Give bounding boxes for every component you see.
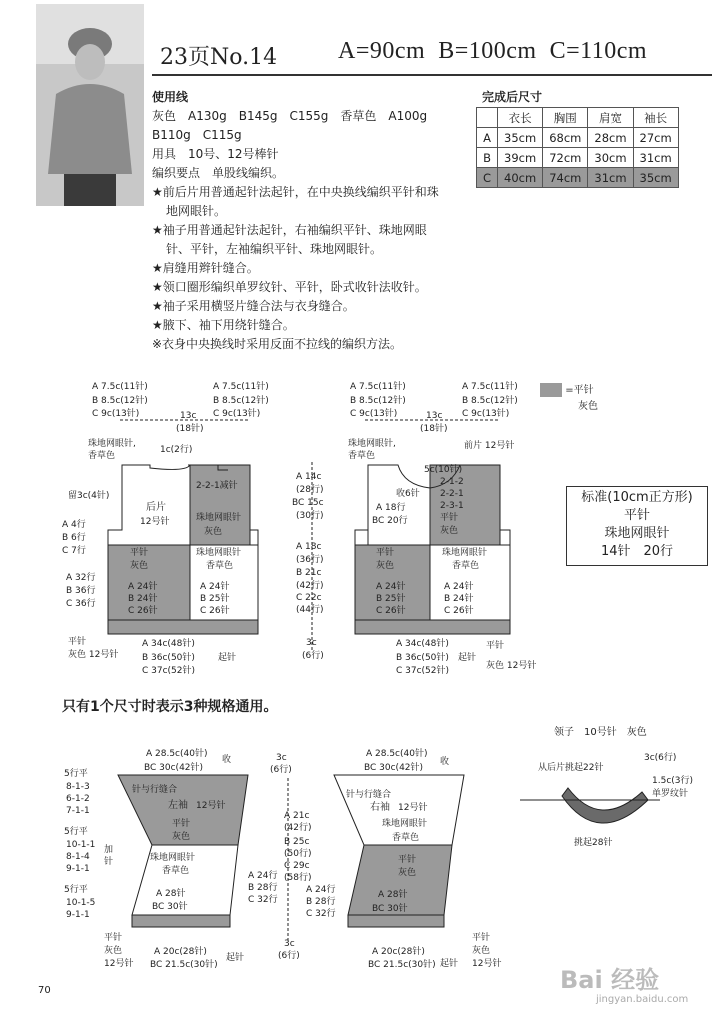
gauge-line: 珠地网眼针 bbox=[604, 526, 670, 541]
table-cell: 35cm bbox=[498, 128, 543, 148]
dim-label: 3c(6行) bbox=[644, 753, 677, 763]
dim-label: 珠地网眼针 bbox=[150, 853, 196, 863]
dim-label: A 21c bbox=[284, 811, 310, 821]
dim-label: 从后片挑起22针 bbox=[538, 763, 604, 773]
key-point: ★腋下、袖下用绕针缝合。 bbox=[152, 318, 295, 332]
piece-title: 左袖 bbox=[168, 800, 188, 811]
dim-label: 灰色 12号针 bbox=[68, 650, 119, 660]
dim-label: A 18c bbox=[296, 542, 322, 552]
dim-label: A 28针 bbox=[378, 890, 408, 900]
dim-label: C 9c(13针) bbox=[213, 409, 261, 419]
dim-label: C 9c(13针) bbox=[92, 409, 140, 419]
needles-line: 用具 10号、12号棒针 bbox=[152, 147, 279, 161]
dim-label: A 28.5c(40针) bbox=[146, 749, 208, 759]
dim-label: A 24行 bbox=[248, 871, 278, 881]
dim-label: B 8.5c(12针) bbox=[350, 396, 406, 406]
dim-label: 珠地网眼针, bbox=[348, 439, 396, 449]
size-b: B=100cm bbox=[438, 38, 537, 64]
note-heading: 只有1个尺寸时表示3种规格通用。 bbox=[62, 699, 278, 715]
front-hem bbox=[355, 620, 510, 634]
dim-label: 平针 bbox=[68, 637, 87, 647]
dim-label: B 25针 bbox=[376, 594, 406, 604]
dim-label: BC 30针 bbox=[152, 902, 188, 912]
dim-label: C 29c bbox=[284, 861, 310, 871]
dim-label: A 24针 bbox=[444, 582, 474, 592]
dim-label: C 9c(13针) bbox=[350, 409, 398, 419]
dim-label: 灰色 12号针 bbox=[486, 661, 537, 671]
dim-label: A 7.5c(11针) bbox=[92, 382, 148, 392]
dim-label: A 7.5c(11针) bbox=[462, 382, 518, 392]
dim-label: 灰色 bbox=[472, 946, 491, 956]
dim-label: 珠地网眼针, bbox=[88, 439, 136, 449]
dim-label: 3c bbox=[284, 939, 295, 949]
dim-label: 香草色 bbox=[206, 561, 234, 571]
dim-label: 香草色 bbox=[452, 561, 480, 571]
dim-label: 香草色 bbox=[392, 833, 420, 843]
dim-label: 8-1-4 bbox=[66, 852, 90, 862]
dim-label: 9-1-1 bbox=[66, 910, 90, 920]
dim-label: A 4行 bbox=[62, 520, 86, 530]
key-point: ★肩缝用辫针缝合。 bbox=[152, 261, 259, 275]
dim-label: B 25针 bbox=[200, 594, 230, 604]
dim-label: C 26针 bbox=[128, 606, 158, 616]
dim-label: 13c bbox=[180, 411, 197, 421]
dim-label: 10-1-5 bbox=[66, 898, 96, 908]
dim-label: 13c bbox=[426, 411, 443, 421]
dim-label: A 32行 bbox=[66, 573, 96, 583]
dim-label: 8-1-3 bbox=[66, 782, 90, 792]
left-sleeve bbox=[64, 747, 278, 970]
dim-label: (6行) bbox=[278, 951, 300, 961]
table-cell: 31cm bbox=[633, 148, 678, 168]
dim-label: B 8.5c(12针) bbox=[462, 396, 518, 406]
gauge-line: 标准(10cm正方形) bbox=[581, 490, 693, 505]
dim-label: C 9c(13针) bbox=[462, 409, 510, 419]
dim-label: 珠地网眼针 bbox=[442, 548, 488, 558]
dim-label: C 26针 bbox=[444, 606, 474, 616]
dim-label: 起针 bbox=[440, 959, 459, 969]
dim-label: 2-2-1减针 bbox=[196, 481, 238, 491]
key-point: ★领口圈形编织单罗纹针、平针，卧式收针法收针。 bbox=[152, 280, 427, 294]
dim-label: 12号针 bbox=[472, 959, 502, 969]
watermark: Bai 经验 bbox=[560, 966, 660, 994]
page-reference: 23页No.14 bbox=[160, 45, 278, 70]
dim-label: 3c bbox=[276, 753, 287, 763]
dim-label: B 25c bbox=[284, 837, 310, 847]
dim-label: 加 bbox=[104, 845, 114, 855]
dim-label: 香草色 bbox=[88, 451, 116, 461]
dim-label: C 32行 bbox=[306, 909, 336, 919]
collar bbox=[520, 725, 693, 848]
dim-label: B 36c(50针) bbox=[396, 653, 449, 663]
dim-label: 1c(2行) bbox=[160, 445, 193, 455]
table-cell: C bbox=[477, 168, 498, 188]
table-cell: 27cm bbox=[633, 128, 678, 148]
table-cell: 74cm bbox=[543, 168, 588, 188]
dim-label: B 21c bbox=[296, 568, 322, 578]
dim-label: 10-1-1 bbox=[66, 840, 96, 850]
dim-label: B 28行 bbox=[248, 883, 278, 893]
dim-label: BC 30c(42针) bbox=[144, 763, 204, 773]
dim-label: (6行) bbox=[270, 765, 292, 775]
dim-label: C 37c(52针) bbox=[396, 666, 450, 676]
dim-label: B 28行 bbox=[306, 897, 336, 907]
dim-label: (36行) bbox=[296, 555, 324, 565]
dim-label: 12号针 bbox=[104, 959, 134, 969]
dim-label: (18针) bbox=[420, 424, 448, 434]
dim-label: 灰色 bbox=[440, 526, 459, 536]
dim-label: B 24针 bbox=[128, 594, 158, 604]
dim-label: 起针 bbox=[458, 653, 477, 663]
key-point: ★袖子采用横竖片缝合法与衣身缝合。 bbox=[152, 299, 355, 313]
dim-label: 平针 bbox=[398, 855, 417, 865]
back-hem bbox=[108, 620, 258, 634]
dim-label: 针与行缝合 bbox=[132, 785, 178, 795]
dim-label: 平针 bbox=[472, 933, 491, 943]
size-a: A=90cm bbox=[338, 38, 426, 64]
dim-label: BC 30针 bbox=[372, 904, 408, 914]
sleeve-length-dims bbox=[270, 753, 311, 961]
dim-label: (28行) bbox=[296, 485, 324, 495]
header-cell: 袖长 bbox=[633, 108, 678, 128]
dim-label: 香草色 bbox=[348, 451, 376, 461]
dim-label: 平针 bbox=[440, 513, 459, 523]
dim-label: 平针 bbox=[104, 933, 123, 943]
table-cell: A bbox=[477, 128, 498, 148]
watermark-url: jingyan.baidu.com bbox=[596, 994, 689, 1005]
dim-label: C 7行 bbox=[62, 546, 86, 556]
dim-label: 香草色 bbox=[162, 866, 190, 876]
collar-title: 领子 10号针 灰色 bbox=[554, 727, 647, 738]
dim-label: (42行) bbox=[296, 581, 324, 591]
swatch-label: =平针 bbox=[565, 385, 594, 396]
dim-label: 灰色 bbox=[204, 527, 223, 537]
dim-label: 5行平 bbox=[64, 827, 88, 837]
dim-label: C 37c(52针) bbox=[142, 666, 196, 676]
dim-label: (58行) bbox=[284, 873, 312, 883]
dim-label: 收 bbox=[222, 755, 232, 765]
dim-label: 珠地网眼针 bbox=[382, 819, 428, 829]
gauge-line: 平针 bbox=[623, 508, 650, 523]
key-point: 针、平针，左袖编织平针、珠地网眼针。 bbox=[166, 242, 383, 256]
back-piece bbox=[62, 380, 269, 676]
dim-label: B 8.5c(12针) bbox=[213, 396, 269, 406]
dim-label: (50行) bbox=[284, 849, 312, 859]
dim-label: 针 bbox=[104, 857, 114, 867]
key-point: ★前后片用普通起针法起针，在中央换线编织平针和珠 bbox=[152, 185, 439, 199]
dim-label: 12号针 bbox=[398, 803, 428, 813]
dim-label: 7-1-1 bbox=[66, 806, 90, 816]
dim-label: A 20c(28针) bbox=[372, 947, 425, 957]
page-number: 70 bbox=[38, 985, 51, 996]
dim-label: A 24针 bbox=[376, 582, 406, 592]
dim-label: 5c(10针) bbox=[424, 465, 463, 475]
piece-title: 后片 bbox=[146, 502, 166, 513]
dim-label: 1.5c(3行) bbox=[652, 776, 694, 786]
dim-label: 灰色 bbox=[130, 561, 149, 571]
dim-label: 留3c(4针) bbox=[68, 491, 110, 501]
table-cell: 72cm bbox=[543, 148, 588, 168]
dim-label: 单罗纹针 bbox=[652, 789, 689, 799]
dim-label: (18针) bbox=[176, 424, 204, 434]
dim-label: A 18行 bbox=[376, 503, 406, 513]
dim-label: 平针 bbox=[376, 548, 395, 558]
key-point: ★袖子用普通起针法起针，右袖编织平针、珠地网眼 bbox=[152, 223, 427, 237]
dim-label: 12号针 bbox=[196, 801, 226, 811]
table-cell: B bbox=[477, 148, 498, 168]
dim-label: 6-1-2 bbox=[66, 794, 90, 804]
size-c: C=110cm bbox=[549, 38, 648, 64]
dim-label: B 6行 bbox=[62, 533, 86, 543]
front-piece bbox=[348, 380, 536, 676]
dim-label: A 34c(48针) bbox=[142, 639, 195, 649]
dim-label: BC 21.5c(30针) bbox=[150, 960, 218, 970]
header-cell: 肩宽 bbox=[588, 108, 633, 128]
dim-label: 珠地网眼针 bbox=[196, 513, 242, 523]
dim-label: (44行) bbox=[296, 605, 324, 615]
right-sleeve bbox=[306, 747, 501, 970]
dim-label: A 7.5c(11针) bbox=[350, 382, 406, 392]
dim-label: B 36行 bbox=[66, 586, 96, 596]
body-length-dims bbox=[292, 462, 324, 661]
table-cell: 35cm bbox=[633, 168, 678, 188]
size-table-title: 完成后尺寸 bbox=[482, 90, 543, 104]
piece-title: 右袖 bbox=[370, 802, 390, 813]
dim-label: 5行平 bbox=[64, 885, 88, 895]
gauge-line: 14针 20行 bbox=[600, 544, 674, 559]
dim-label: 起针 bbox=[218, 653, 237, 663]
dim-label: A 7.5c(11针) bbox=[213, 382, 269, 392]
dim-label: C 26针 bbox=[376, 606, 406, 616]
dim-label: 2-1-2 bbox=[440, 477, 464, 487]
dim-label: A 14c bbox=[296, 472, 322, 482]
dim-label: 平针 bbox=[172, 819, 191, 829]
key-point: 地网眼针。 bbox=[166, 204, 227, 218]
dim-label: 2-2-1 bbox=[440, 489, 464, 499]
yarn-title: 使用线 bbox=[152, 90, 189, 104]
swatch-sub: 灰色 bbox=[578, 401, 598, 412]
dim-label: A 24针 bbox=[128, 582, 158, 592]
dim-label: B 24针 bbox=[444, 594, 474, 604]
key-points-title: 编织要点 单股线编织。 bbox=[152, 166, 285, 180]
dim-label: 9-1-1 bbox=[66, 864, 90, 874]
dim-label: BC 20行 bbox=[372, 516, 408, 526]
dim-label: B 36c(50针) bbox=[142, 653, 195, 663]
dim-label: (6行) bbox=[302, 651, 324, 661]
table-cell: 68cm bbox=[543, 128, 588, 148]
dim-label: A 28针 bbox=[156, 889, 186, 899]
table-cell: 30cm bbox=[588, 148, 633, 168]
key-point: ※衣身中央换线时采用反面不拉线的编织方法。 bbox=[152, 337, 403, 351]
dim-label: 3c bbox=[306, 638, 317, 648]
yarn-line-2: B110g C115g bbox=[152, 128, 242, 142]
header-cell: 胸围 bbox=[543, 108, 588, 128]
dim-label: BC 30c(42针) bbox=[364, 763, 424, 773]
dim-label: C 36行 bbox=[66, 599, 96, 609]
dim-label: (30行) bbox=[296, 511, 324, 521]
dim-label: 挑起28针 bbox=[574, 838, 613, 848]
dim-label: A 24行 bbox=[306, 885, 336, 895]
dim-label: 灰色 bbox=[104, 946, 123, 956]
dim-label: 平针 bbox=[130, 548, 149, 558]
table-cell: 28cm bbox=[588, 128, 633, 148]
dim-label: 灰色 bbox=[398, 868, 417, 878]
dim-label: 收6针 bbox=[396, 489, 420, 499]
dim-label: 平针 bbox=[486, 641, 505, 651]
dim-label: C 32行 bbox=[248, 895, 278, 905]
dim-label: 收 bbox=[440, 757, 450, 767]
dim-label: 5行平 bbox=[64, 769, 88, 779]
dim-label: 起针 bbox=[226, 953, 245, 963]
dim-label: A 24针 bbox=[200, 582, 230, 592]
dim-label: C 26针 bbox=[200, 606, 230, 616]
dim-label: 12号针 bbox=[140, 517, 170, 527]
dim-label: 灰色 bbox=[376, 561, 395, 571]
dim-label: (42行) bbox=[284, 823, 312, 833]
table-cell: 31cm bbox=[588, 168, 633, 188]
dim-label: C 22c bbox=[296, 593, 322, 603]
dim-label: A 34c(48针) bbox=[396, 639, 449, 649]
dim-label: A 20c(28针) bbox=[154, 947, 207, 957]
table-cell: 39cm bbox=[498, 148, 543, 168]
dim-label: 2-3-1 bbox=[440, 501, 464, 511]
dim-label: A 28.5c(40针) bbox=[366, 749, 428, 759]
dim-label: 前片 12号针 bbox=[464, 441, 515, 451]
yarn-line-1: 灰色 A130g B145g C155g 香草色 A100g bbox=[152, 109, 428, 123]
dim-label: BC 15c bbox=[292, 498, 324, 508]
dim-label: 灰色 bbox=[172, 832, 191, 842]
dim-label: BC 21.5c(30针) bbox=[368, 960, 436, 970]
header-cell: 衣长 bbox=[498, 108, 543, 128]
dim-label: 珠地网眼针 bbox=[196, 548, 242, 558]
dim-label: 针与行缝合 bbox=[346, 790, 392, 800]
dim-label: B 8.5c(12针) bbox=[92, 396, 148, 406]
table-cell: 40cm bbox=[498, 168, 543, 188]
